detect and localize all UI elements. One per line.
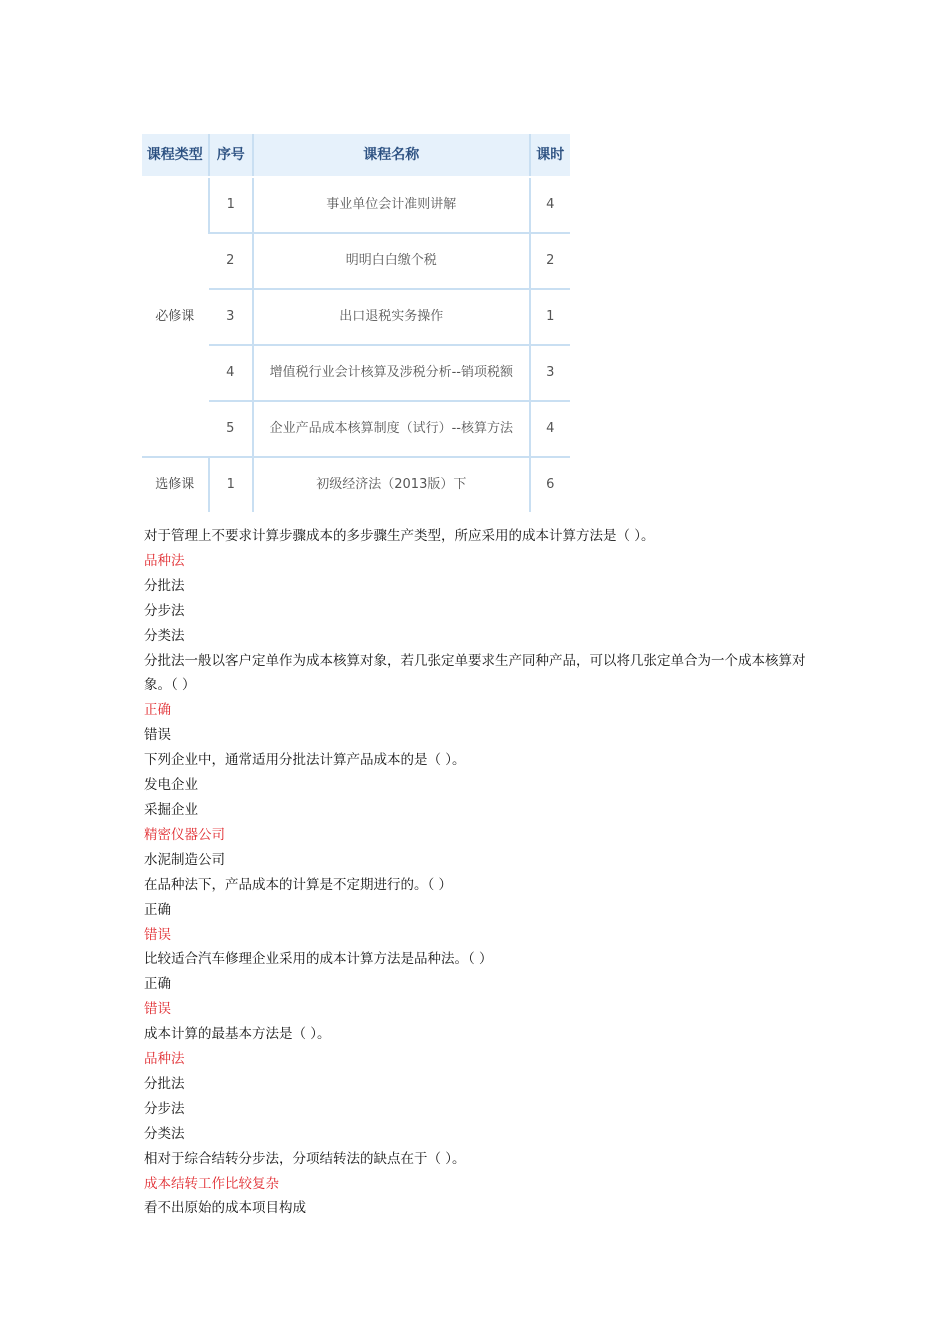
correct-answer-text: 错误 [144,1001,171,1018]
option-text: 正确 [144,901,171,918]
hours-cell: 3 [530,345,570,401]
course-table-header-row [142,134,570,177]
course-name-cell: 初级经济法（2013版）下 [253,457,530,512]
sequence-cell: 1 [209,177,253,233]
question-text: 下列企业中，通常适用分批法计算产品成本的是（ ）。 [144,752,466,769]
option-text: 分批法 [144,1075,185,1092]
option-text: 分类法 [144,1125,185,1142]
correct-answer-text: 品种法 [144,1051,185,1068]
course-name-cell: 明明白白缴个税 [253,233,530,289]
table-row [142,457,570,512]
correct-answer-text: 成本结转工作比较复杂 [144,1175,279,1192]
option-text: 分步法 [144,602,185,619]
hours-cell: 4 [530,177,570,233]
sequence-cell: 1 [209,457,253,512]
sequence-cell: 5 [209,401,253,457]
question-text: 成本计算的最基本方法是（ ）。 [144,1026,331,1043]
correct-answer-text: 正确 [144,702,171,719]
course-name-cell: 事业单位会计准则讲解 [253,177,530,233]
question-text: 分批法一般以客户定单作为成本核算对象，若几张定单要求生产同种产品，可以将几张定单合为一个成本核算对象。（ ） [144,652,806,694]
option-text: 正确 [144,976,171,993]
question-text: 相对于综合结转分步法，分项结转法的缺点在于（ ）。 [144,1150,466,1167]
course-table [142,134,570,512]
option-text: 看不出原始的成本项目构成 [144,1200,306,1217]
option-text: 分类法 [144,627,185,644]
header-sequence: 序号 [209,134,253,177]
course-name-cell: 企业产品成本核算制度（试行）--核算方法 [253,401,530,457]
hours-cell: 2 [530,233,570,289]
question-list [144,524,809,1221]
sequence-cell: 2 [209,233,253,289]
course-type-cell: 必修课 [142,177,209,457]
correct-answer-text: 精密仪器公司 [144,826,225,843]
option-text: 分步法 [144,1100,185,1117]
option-text: 分批法 [144,577,185,594]
hours-cell: 4 [530,401,570,457]
option-text: 发电企业 [144,777,198,794]
question-text: 对于管理上不要求计算步骤成本的多步骤生产类型，所应采用的成本计算方法是（ ）。 [144,528,655,544]
option-text: 错误 [144,727,171,744]
question-text: 比较适合汽车修理企业采用的成本计算方法是品种法。（ ） [144,951,493,968]
header-hours: 课时 [530,134,570,177]
header-course-name: 课程名称 [253,134,530,177]
sequence-cell: 3 [209,289,253,345]
course-name-cell: 出口退税实务操作 [253,289,530,345]
question-text: 在品种法下，产品成本的计算是不定期进行的。（ ） [144,876,453,893]
hours-cell: 6 [530,457,570,512]
hours-cell: 1 [530,289,570,345]
header-course-type: 课程类型 [142,134,209,177]
course-type-cell: 选修课 [155,477,195,492]
sequence-cell: 4 [209,345,253,401]
correct-answer-text: 错误 [144,926,171,943]
option-text: 采掘企业 [144,801,198,818]
table-row [142,177,570,233]
course-name-cell: 增值税行业会计核算及涉税分析--销项税额 [253,345,530,401]
option-text: 水泥制造公司 [144,851,225,868]
correct-answer-text: 品种法 [144,552,185,569]
